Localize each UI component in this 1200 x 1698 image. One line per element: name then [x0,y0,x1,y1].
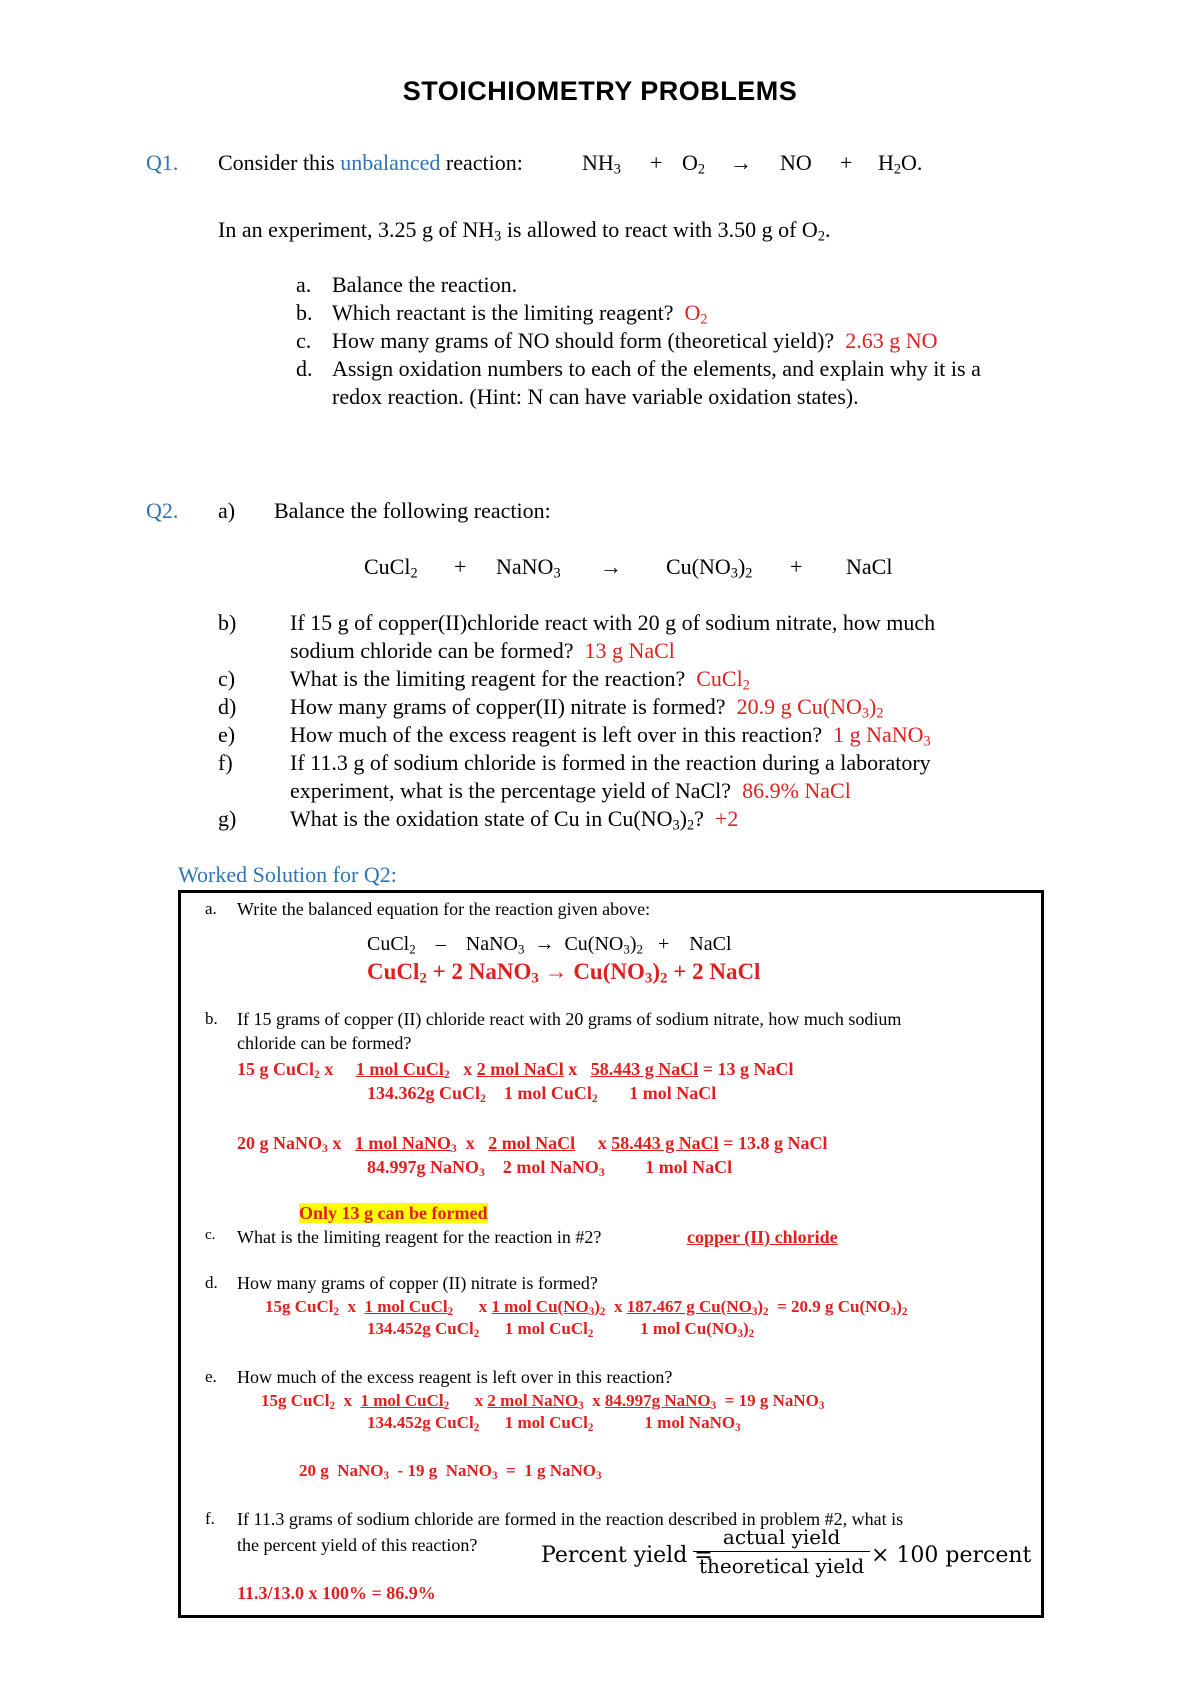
ws-f-formula-num: actual yield [722,1525,841,1549]
q2-item-d-marker: d) [218,694,237,719]
q2-eq-product-1: $Cu(NO_3)_2$ [666,554,753,582]
q2-item-f-cont [290,778,851,804]
q1-item-c-text: How many grams of NO should form (theoretical yield)? [332,328,835,353]
q2-eq-plus-1: + [454,554,467,579]
q2-item-d [290,694,884,720]
q1-eq-reactant-2: $O_2$ [682,150,706,178]
ws-a-unbalanced: CuCl$_2$ – NaNO$_3$ → $Cu(NO_3)_2$ + NaCl [367,933,732,957]
q2-item-a-marker: a) [218,498,236,523]
q2-item-f: If 11.3 g of sodium chloride is formed in the reaction during a laboratory [290,750,931,775]
q2-eq-product-2: NaCl [846,554,893,579]
q2-item-e-answer: 1 g NaNO$_3$ [833,722,931,750]
q1-item-c-marker: c. [296,328,312,353]
q1-item-a: Balance the reaction. [332,272,518,297]
q1-eq-plus-1: + [650,150,663,175]
q1-eq-product-1: NO [780,150,812,175]
ws-f-formula-rhs: × 100 percent [871,1543,1032,1568]
ws-f-question-1: If 11.3 grams of sodium chloride are formed in the reaction described in problem #2, what is [237,1509,904,1529]
q2-item-d-answer: 20.9 g $Cu(NO_3)_2$ [736,694,884,722]
ws-b-line2-bot: 84.997g NaNO$_3$ 2 mol NaNO$_3$ 1 mol NaCl [367,1157,733,1179]
ws-b-line2-top: 20 g NaNO$_3$ x 1 mol NaNO$_3$ x 2 mol NaCl x 58.443 g NaCl = 13.8 g NaCl [237,1133,828,1155]
ws-e-marker: e. [205,1367,217,1386]
q1-item-c-answer: 2.63 g NO [845,328,938,353]
q1-item-d-marker: d. [296,356,313,381]
ws-f-question-2: the percent yield of this reaction? [237,1535,478,1555]
ws-d-question: How many grams of copper (II) nitrate is formed? [237,1273,598,1293]
q1-eq-reactant-1: $NH_3$ [582,150,621,178]
q2-item-e-marker: e) [218,722,236,747]
worked-solution-heading: Worked Solution for Q2: [178,862,397,887]
q1-intro-a: Consider this [218,150,341,175]
ws-f-answer: 11.3/13.0 x 100% = 86.9% [237,1583,436,1603]
q2-eq-plus-2: + [790,554,803,579]
q2-item-e [290,722,931,748]
q2-item-a: Balance the following reaction: [274,498,551,523]
ws-d-bot: 134.452g CuCl$_2$ 1 mol CuCl$_2$ 1 mol $Cu(NO_3)_2$ [367,1319,755,1340]
ws-c-question: What is the limiting reagent for the reaction in #2? [237,1227,602,1247]
q1-experiment: In an experiment, 3.25 g of $NH_3$ is allowed to react with 3.50 g of $O_2$. [218,217,831,245]
q2-item-e-text: How much of the excess reagent is left over in this reaction? [290,722,823,747]
ws-b-line1-bot: 134.362g CuCl$_2$ 1 mol CuCl$_2$ 1 mol NaCl [367,1083,717,1105]
q2-item-b-cont-text: sodium chloride can be formed? [290,638,574,663]
ws-b-line1-top: 15 g CuCl$_2$ x 1 mol CuCl$_2$ x 2 mol NaCl x 58.443 g NaCl = 13 g NaCl [237,1059,794,1081]
ws-d-top: 15g CuCl$_2$ x 1 mol CuCl$_2$ x 1 mol $Cu(NO_3)_2$ x 187.467 g $Cu(NO_3)_2 = 20.9$ g $Cu(NO_3)_2$ [265,1297,908,1318]
q1-item-b-answer: $O_2$ [684,300,708,328]
q1-item-b [332,300,708,326]
q2-item-f-answer: 86.9% NaCl [742,778,851,803]
ws-c-answer: copper (II) chloride [687,1227,838,1247]
q2-eq-reactant-2: NaNO$_3$ [496,554,561,582]
ws-f-formula-den: theoretical yield [693,1551,870,1578]
ws-e-diff: 20 g NaNO$_3$ - 19 g NaNO$_3$ = 1 g NaNO$_3$ [299,1461,602,1482]
q2-item-g-answer: +2 [714,806,739,831]
q1-intro-unbalanced: unbalanced [340,150,441,175]
ws-f-marker: f. [205,1509,215,1528]
q2-item-g-marker: g) [218,806,237,831]
q2-item-c-marker: c) [218,666,236,691]
q2-item-g: What is the oxidation state of Cu in $Cu(NO_3)_2$? +2 [290,806,739,834]
ws-b-question-2: chloride can be formed? [237,1033,412,1053]
ws-c-marker: c. [205,1227,216,1243]
ws-f-formula-fraction [693,1525,870,1578]
q1-item-d-cont: redox reaction. (Hint: N can have variable oxidation states). [332,384,859,409]
ws-b-highlight: Only 13 g can be formed [299,1203,488,1223]
q2-item-c [290,666,750,692]
q1-item-a-marker: a. [296,272,312,297]
q1-item-b-marker: b. [296,300,313,325]
q1-eq-product-2: $H_2O$. [878,150,923,178]
ws-a-marker: a. [205,899,217,918]
q1-label: Q1. [146,150,179,175]
ws-f-formula-lhs: Percent yield = [541,1543,713,1568]
q2-item-f-marker: f) [218,750,233,775]
ws-b-marker: b. [205,1009,218,1028]
q1-item-d: Assign oxidation numbers to each of the elements, and explain why it is a [332,356,981,381]
page-title: STOICHIOMETRY PROBLEMS [402,76,798,106]
q1-eq-plus-2: + [840,150,853,175]
q2-item-b-cont [290,638,675,664]
q1-intro-c: reaction: [440,150,523,175]
q2-eq-reactant-1: CuCl$_2$ [364,554,418,582]
q2-item-f-cont-text: experiment, what is the percentage yield of NaCl? [290,778,732,803]
ws-d-marker: d. [205,1273,218,1292]
q2-equation [0,554,1200,582]
ws-e-bot: 134.452g CuCl$_2$ 1 mol CuCl$_2$ 1 mol NaNO$_3$ [367,1413,741,1434]
q1-equation [0,150,1200,178]
q2-label: Q2. [146,498,179,523]
q2-item-c-text: What is the limiting reagent for the reaction? [290,666,686,691]
q2-item-d-text: How many grams of copper(II) nitrate is formed? [290,694,726,719]
ws-a-balanced: CuCl$_2$ + 2 NaNO$_3$ → $Cu(NO_3)_2 + 2$ NaCl [367,959,761,987]
ws-e-top: 15g CuCl$_2$ x 1 mol CuCl$_2$ x 2 mol NaNO$_3$ x 84.997g NaNO$_3$ = 19 g NaNO$_3$ [261,1391,825,1412]
q1-eq-arrow: → [730,150,752,175]
q2-item-c-answer: CuCl$_2$ [696,666,750,694]
q2-item-b-marker: b) [218,610,237,635]
q1-item-c [332,328,937,354]
q2-item-b-answer: 13 g NaCl [584,638,675,663]
ws-a-question: Write the balanced equation for the reaction given above: [237,899,651,919]
q1-item-b-text: Which reactant is the limiting reagent? [332,300,674,325]
q2-item-b: If 15 g of copper(II)chloride react with 20 g of sodium nitrate, how much [290,610,936,635]
ws-e-question: How much of the excess reagent is left over in this reaction? [237,1367,673,1387]
ws-b-conclusion [299,1203,488,1224]
q2-eq-arrow: → [600,554,622,579]
worked-solution-box [178,890,1044,1618]
ws-b-question-1: If 15 grams of copper (II) chloride react with 20 grams of sodium nitrate, how much sodium [237,1009,902,1029]
